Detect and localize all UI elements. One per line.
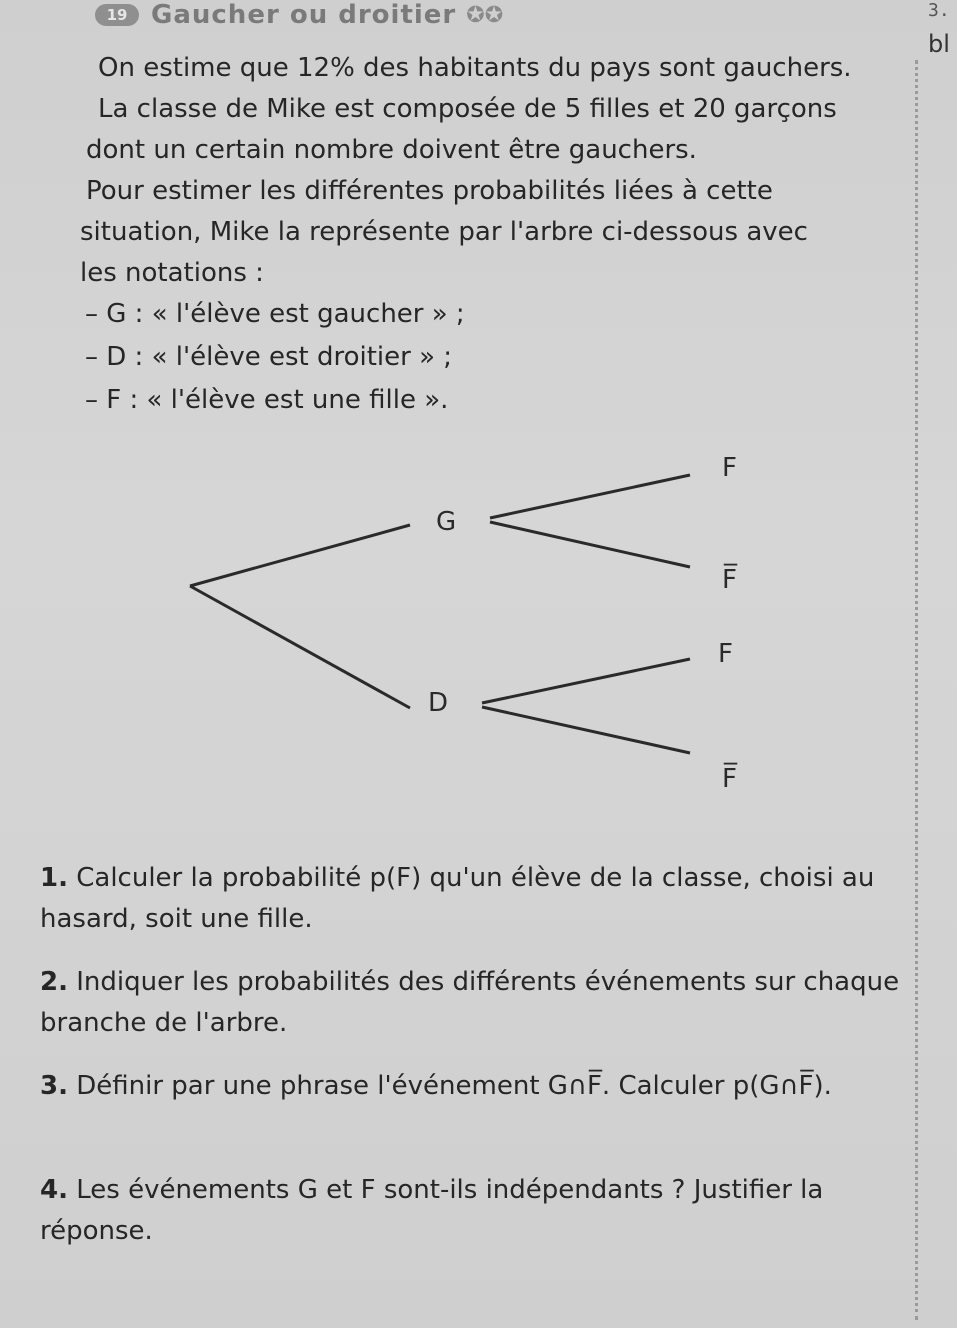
- branch-root-d: [190, 586, 410, 708]
- question-4: [40, 1170, 920, 1252]
- next-exercise-number: 3.: [928, 0, 950, 21]
- question-2: [40, 962, 920, 1044]
- branch-g-f: [490, 475, 690, 518]
- branch-g-fbar: [490, 522, 690, 567]
- node-g-f: F: [722, 453, 737, 483]
- difficulty-icon: ✪✪: [466, 2, 504, 28]
- next-column-fragment: bl: [928, 30, 950, 58]
- question-3-number: 3.: [40, 1071, 68, 1101]
- question-1-text: Calculer la probabilité p(F) qu'un élève de la classe, choisi au hasard, soit une fille.: [40, 863, 875, 934]
- node-d-fbar: F̅: [722, 764, 737, 794]
- exercise-title: Gaucher ou droitier: [151, 0, 457, 30]
- question-4-text: Les événements G et F sont-ils indépendants ? Justifier la réponse.: [40, 1175, 824, 1246]
- question-3: [40, 1066, 920, 1107]
- question-2-number: 2.: [40, 967, 68, 997]
- notation-d: – D : « l'élève est droitier » ;: [85, 342, 453, 372]
- node-g-fbar: F̅: [722, 565, 737, 595]
- intro-line-3: dont un certain nombre doivent être gauchers.: [86, 135, 697, 165]
- node-d-f: F: [718, 639, 733, 669]
- question-2-text: Indiquer les probabilités des différents événements sur chaque branche de l'arbre.: [40, 967, 900, 1038]
- exercise-header: [95, 0, 503, 30]
- branch-d-fbar: [482, 707, 690, 753]
- intro-line-5: situation, Mike la représente par l'arbre ci-dessous avec: [80, 217, 808, 247]
- notation-f: – F : « l'élève est une fille ».: [85, 385, 449, 415]
- branch-d-f: [482, 659, 690, 703]
- question-4-number: 4.: [40, 1175, 68, 1205]
- branch-root-g: [190, 525, 410, 586]
- node-d: D: [428, 688, 449, 718]
- question-1-number: 1.: [40, 863, 68, 893]
- intro-line-2: La classe de Mike est composée de 5 filles et 20 garçons: [98, 94, 837, 124]
- node-g: G: [436, 507, 457, 537]
- probability-tree: [0, 430, 900, 830]
- question-1: [40, 858, 920, 940]
- exercise-number: 19: [95, 4, 139, 26]
- question-3-text: Définir par une phrase l'événement G∩F̅. Calculer p(G∩F̅).: [76, 1071, 832, 1101]
- notation-g: – G : « l'élève est gaucher » ;: [85, 299, 465, 329]
- column-divider: [915, 60, 918, 1320]
- intro-line-4: Pour estimer les différentes probabilités liées à cette: [86, 176, 773, 206]
- intro-line-6: les notations :: [80, 258, 264, 288]
- intro-line-1: On estime que 12% des habitants du pays sont gauchers.: [98, 53, 852, 83]
